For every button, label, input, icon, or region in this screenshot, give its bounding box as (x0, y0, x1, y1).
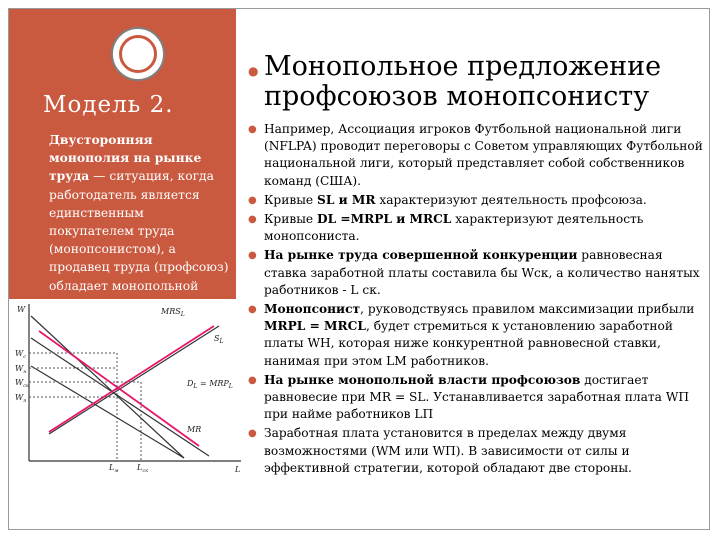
label-sl: $S_L$ (214, 334, 224, 345)
tick-wck: $W_{ск}$ (15, 378, 30, 389)
bullet-item (248, 192, 708, 209)
bullet-text: характеризуют деятельность монопсониста. (264, 212, 644, 244)
bullet-bold-text: SL и MR (317, 192, 376, 207)
bullet-bold-text: На рынке монопольной власти профсоюзов (264, 372, 581, 387)
bullet-bold-text: Монопсонист (264, 302, 361, 317)
decorative-circle-icon (111, 27, 165, 81)
left-title-panel (9, 9, 236, 311)
bullet-text: Кривые (264, 212, 318, 227)
bullet-item (248, 247, 708, 299)
slide-heading: Монопольное предложение профсоюзов монопсонисту (264, 51, 662, 112)
tick-wn: $W_н$ (15, 364, 27, 375)
subtitle-text: — ситуация, когда работодатель является единственным покупателем труда (монопсонистом), а продавец труда (профсоюз) обладает монопольной властью. (49, 169, 229, 311)
y-axis-label: W (17, 305, 26, 314)
labor-market-graph (9, 296, 249, 476)
bullet-icon: ● (248, 304, 257, 316)
bullet-icon: ● (248, 194, 257, 206)
bullet-text: Например, Ассоциация игроков Футбольной национальной лиги (NFLPA) проводит переговоры с Советом управляющих Футбольной национальной лиги, который представляет собой собственников команд (США). (264, 122, 703, 188)
tick-lm: $L_м$ (109, 463, 119, 474)
bullet-list (248, 121, 708, 477)
decorative-inner-circle (119, 35, 157, 73)
model-title: Модель 2. (43, 92, 174, 118)
bullet-text: , будет стремиться к установлению заработной платы WН, которая ниже конкурентной равновесной ставки, нанимая при этом LМ работников. (264, 319, 673, 368)
label-mr: MR (187, 425, 202, 434)
bullet-item (248, 372, 708, 424)
sl-curve (49, 326, 219, 434)
bullet-icon: ● (248, 374, 257, 386)
tick-wp: $W_п$ (15, 393, 27, 404)
pink-highlight-demand (39, 331, 202, 446)
bullet-text: Кривые (264, 192, 318, 207)
bullet-bold-text: DL =MRPL и MRCL (317, 212, 452, 227)
bullet-text: достигает равновесие при MR = SL. Устанавливается заработная плата WП при найме работников LП (264, 372, 689, 422)
mrsl-curve (31, 316, 184, 458)
bullet-bold-text: На рынке труда совершенной конкуренции (264, 248, 578, 263)
bullet-item (248, 301, 708, 370)
tick-lck: $L_{ск}$ (137, 463, 149, 474)
heading-bullet-icon: ● (248, 64, 259, 78)
bullet-icon: ● (248, 428, 257, 440)
label-dl: $D_L = MRP_L$ (187, 379, 233, 390)
subtitle-bold: Двусторонняя монополия на рынке труда (49, 132, 202, 184)
x-axis-label: L (235, 465, 241, 474)
bullet-item (248, 121, 708, 190)
model-subtitle (49, 131, 231, 313)
bullet-text: характеризуют деятельность профсоюза. (375, 192, 647, 207)
bullet-text: равновесная ставка заработной платы составила бы Wск, а количество нанятых работников - L ск. (264, 248, 700, 297)
tick-wc: $W_с$ (15, 349, 27, 360)
bullet-text: Заработная плата установится в пределах между двумя возможностями (WМ или WП). В зависимости от силы и эффективной стратегии, которой обладают две стороны. (264, 426, 632, 475)
bullet-icon: ● (248, 214, 257, 226)
bullet-text: , руководствуясь правилом максимизации прибыли (360, 302, 695, 317)
bullet-icon: ● (248, 124, 257, 135)
bullet-bold-text: MRPL = MRCL (264, 319, 366, 334)
label-mrsl: $MRS_L$ (161, 307, 185, 318)
bullet-icon: ● (248, 250, 257, 262)
bullet-item (248, 211, 708, 245)
bullet-item (248, 425, 708, 477)
